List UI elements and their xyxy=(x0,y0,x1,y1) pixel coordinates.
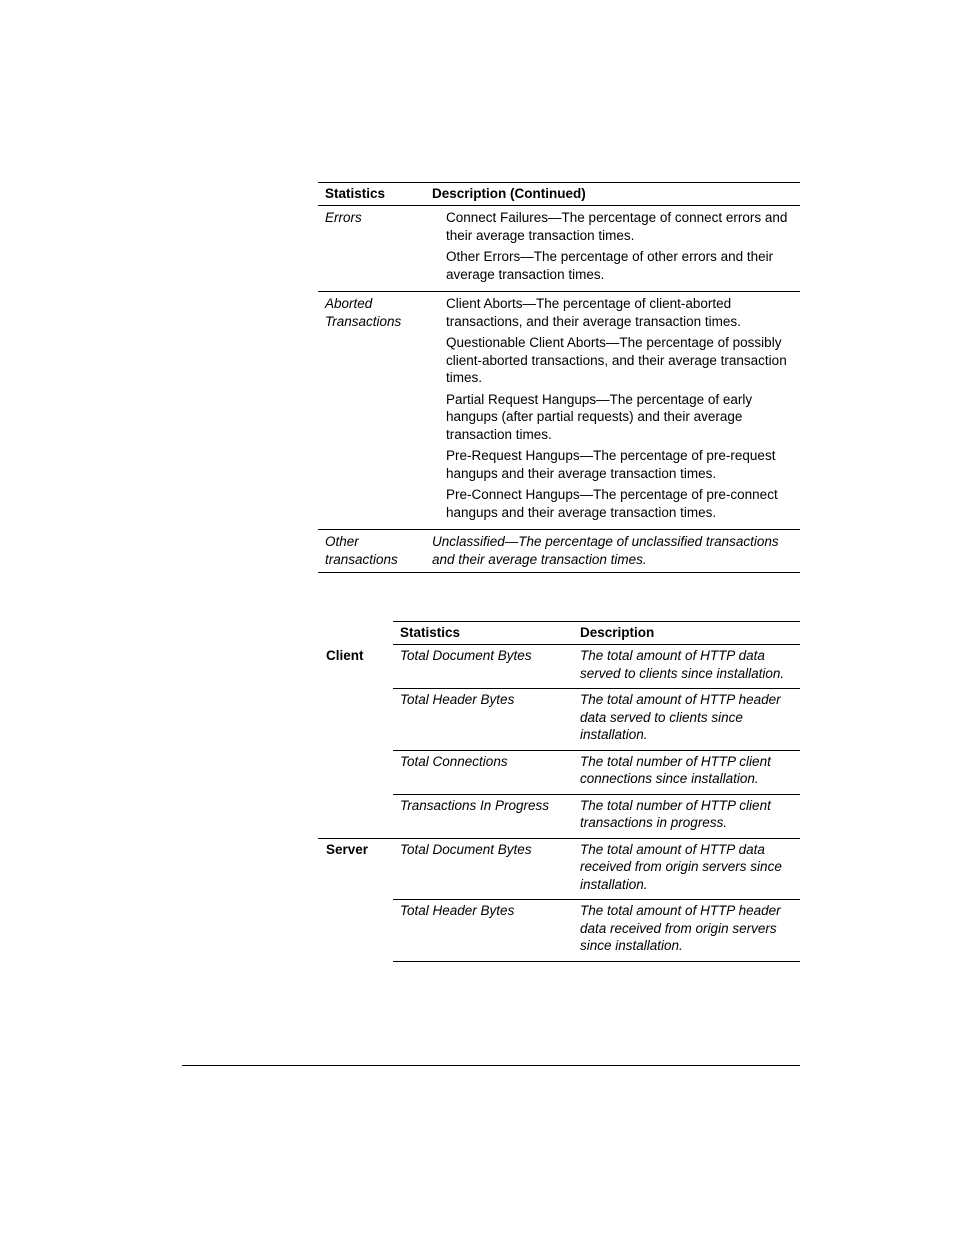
stat-label: Total Header Bytes xyxy=(400,692,515,707)
table-header-row xyxy=(318,183,800,205)
desc-item: Connect Failures—The percentage of connect errors and their average transaction times. xyxy=(446,210,788,243)
desc-item: Pre-Connect Hangups—The percentage of pre-connect hangups and their average transaction times. xyxy=(446,487,778,520)
stat-label: Total Document Bytes xyxy=(400,841,532,857)
stat-label: Aborted Transactions xyxy=(325,296,402,329)
header-statistics: Statistics xyxy=(400,625,461,641)
table-row xyxy=(393,899,800,961)
desc-item: Unclassified—The percentage of unclassified transactions and their average transaction times. xyxy=(432,534,779,567)
table-row xyxy=(393,794,800,838)
table-row-other xyxy=(318,529,800,572)
desc-item: Other Errors—The percentage of other errors and their average transaction times. xyxy=(446,249,774,282)
table-row xyxy=(393,750,800,794)
stat-label: Other transactions xyxy=(325,534,398,567)
table-row xyxy=(393,839,800,900)
desc-item: Questionable Client Aborts—The percentage of possibly client-aborted transactions, and their average transaction times. xyxy=(446,335,787,385)
desc-item: Client Aborts—The percentage of client-aborted transactions, and their average transaction times. xyxy=(446,296,741,329)
desc-item: Pre-Request Hangups—The percentage of pre-request hangups and their average transaction times. xyxy=(446,448,776,481)
stat-description: The total amount of HTTP data served to clients since installation. xyxy=(580,648,785,681)
table-row xyxy=(393,644,800,688)
stat-description: The total amount of HTTP header data received from origin servers since installation. xyxy=(580,903,781,953)
header-description: Description (Continued) xyxy=(432,186,586,202)
http-bytes-table xyxy=(318,621,800,962)
table-bottom-rule xyxy=(318,572,800,573)
stat-label: Transactions In Progress xyxy=(400,797,550,813)
footer-rule xyxy=(182,1065,800,1066)
stat-description: The total amount of HTTP data received from origin servers since installation. xyxy=(580,841,782,892)
table-row xyxy=(393,688,800,750)
table-row-aborted xyxy=(318,291,800,529)
stat-label: Total Connections xyxy=(400,753,508,769)
table-bottom-rule xyxy=(393,961,800,962)
table-header-row xyxy=(318,622,800,644)
stat-description: The total number of HTTP client connections since installation. xyxy=(580,753,771,786)
stat-label: Total Header Bytes xyxy=(400,903,515,918)
statistics-table-continued xyxy=(318,182,800,573)
header-description: Description xyxy=(580,625,655,641)
table-row-errors xyxy=(318,205,800,291)
desc-item: Partial Request Hangups—The percentage of early hangups (after partial requests) and their average transaction times. xyxy=(446,391,753,442)
group-client xyxy=(318,644,800,838)
stat-description: The total number of HTTP client transactions in progress. xyxy=(580,797,771,830)
group-server xyxy=(318,838,800,962)
stat-label: Total Document Bytes xyxy=(400,648,532,663)
group-label: Server xyxy=(326,841,369,857)
group-label: Client xyxy=(326,648,364,663)
header-statistics: Statistics xyxy=(325,186,386,202)
stat-description: The total amount of HTTP header data served to clients since installation. xyxy=(580,692,781,742)
stat-label: Errors xyxy=(325,210,362,225)
